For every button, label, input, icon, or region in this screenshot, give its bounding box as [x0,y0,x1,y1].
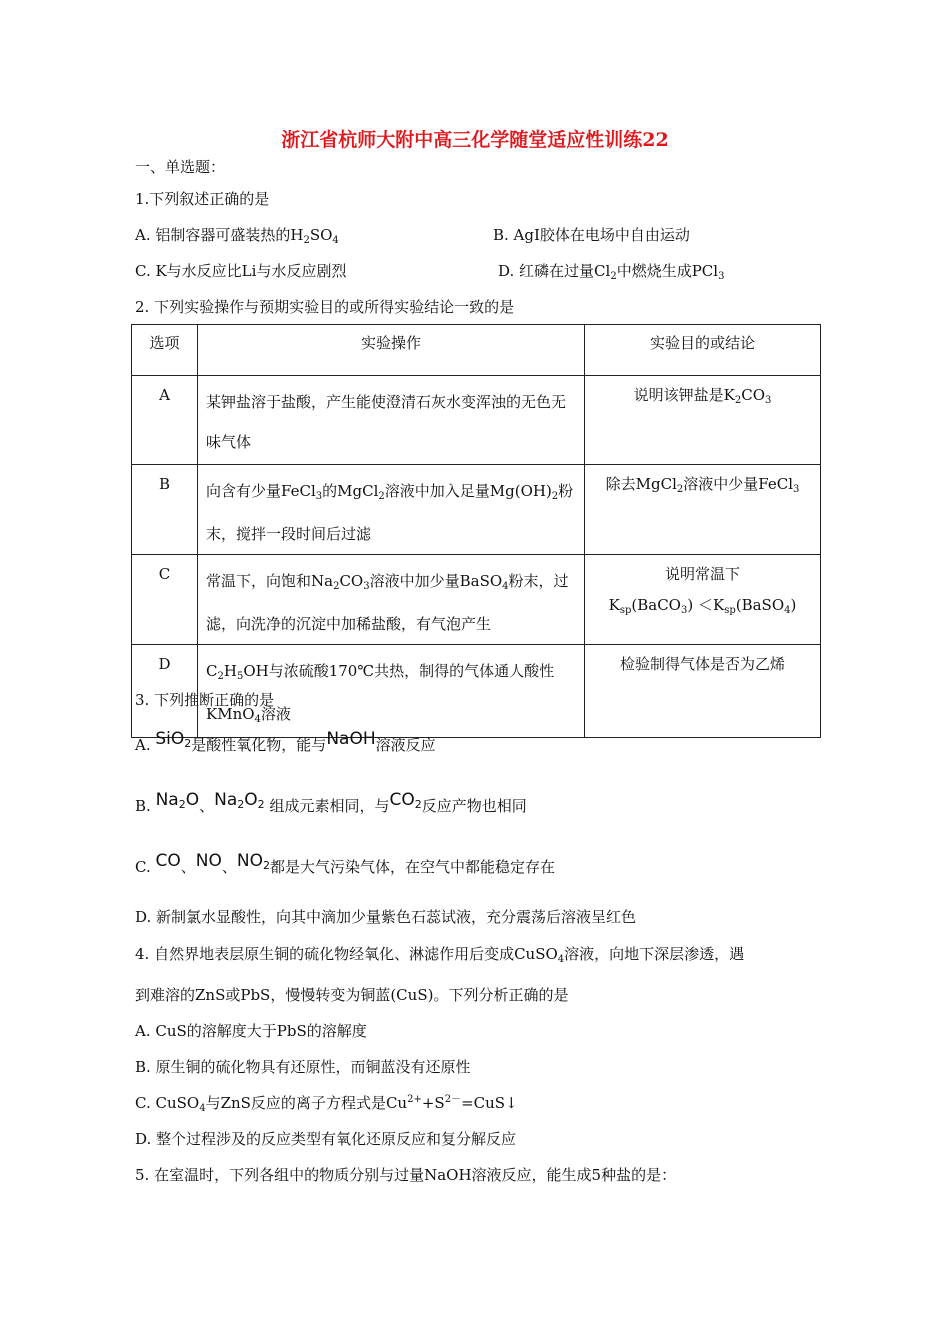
question-1-stem: 1.下列叙述正确的是 [135,190,270,208]
formula-co2: CO2 [389,790,422,811]
q4-option-d: D. 整个过程涉及的反应类型有氧化还原反应和复分解反应 [135,1130,517,1148]
formula-na2o2: Na2O2 [214,790,265,811]
table-row [132,465,821,555]
table-row [132,555,821,645]
question-4-stem-line1: 4. 自然界地表层原生铜的硫化物经氧化、淋滤作用后变成CuSO$_4$溶液，向地下深层渗透，遇 [135,945,745,965]
header-option: 选项 [132,325,198,376]
row-conclusion: 检验制得气体是否为乙烯 [585,645,821,738]
row-conclusion: 说明该钾盐是$K_2CO_3$ [585,376,821,465]
question-5-stem: 5. 在室温时，下列各组中的物质分别与过量NaOH溶液反应，能生成5种盐的是： [135,1166,677,1184]
section-heading: 一、单选题： [135,158,226,176]
row-operation: 某钾盐溶于盐酸，产生能使澄清石灰水变浑浊的无色无味气体 [198,376,585,465]
q1-option-d: D. 红磷在过量$Cl_2$中燃烧生成PCl$_3$ [498,262,725,282]
formula-no2: NO2 [236,851,271,872]
table-row [132,376,821,465]
formula-naoh: NaOH [326,729,376,749]
q3-option-b: B. Na2O、Na2O2 组成元素相同，与CO2反应产物也相同 [135,790,527,815]
row-conclusion: 说明常温下 $K_{sp}(BaCO_3)$ $<K_{sp}(BaSO_4)$ [585,555,821,645]
q1-option-a: A. 铝制容器可盛装热的$H_2SO_4$ [135,226,339,246]
row-operation: 向含有少量FeCl$_3$的MgCl$_2$溶液中加入足量$Mg(OH)_2$粉末，搅拌一段时间后过滤 [198,465,585,555]
table-header-row [132,325,821,376]
q1-option-b: B. AgI胶体在电场中自由运动 [493,226,690,244]
row-operation: $C_2H_5OH$与浓硫酸170℃共热，制得的气体通人酸性KMnO$_4$溶液 [198,645,585,738]
question-2-stem: 2. 下列实验操作与预期实验目的或所得实验结论一致的是 [135,298,515,316]
question-4-stem-line2: 到难溶的ZnS或PbS，慢慢转变为铜蓝(CuS)。下列分析正确的是 [135,986,569,1004]
row-option: B [132,465,198,555]
row-conclusion: 除去MgCl$_2$溶液中少量FeCl$_3$ [585,465,821,555]
row-option: C [132,555,198,645]
page-title: 浙江省杭师大附中高三化学随堂适应性训练22 [281,129,669,151]
row-option: D [132,645,198,738]
header-conclusion: 实验目的或结论 [585,325,821,376]
q1-option-c: C. K与水反应比Li与水反应剧烈 [135,262,347,280]
formula-na2o: Na2O [155,790,200,811]
question-3-stem: 3. 下列推断正确的是 [135,691,275,709]
q3-option-a: A. SiO2是酸性氧化物，能与NaOH溶液反应 [135,729,436,754]
q3-option-c: C. CO、NO、NO2都是大气污染气体，在空气中都能稳定存在 [135,851,556,876]
row-operation: 常温下，向饱和$Na_2CO_3$溶液中加少量BaSO$_4$粉末，过滤，向洗净的沉淀中加稀盐酸，有气泡产生 [198,555,585,645]
row-option: A [132,376,198,465]
q4-option-c: C. CuSO$_4$与ZnS反应的离子方程式是$Cu^{2+}+S^{2-}=CuS↓$ [135,1094,518,1114]
q3-option-d: D. 新制氯水显酸性，向其中滴加少量紫色石蕊试液，充分震荡后溶液呈红色 [135,908,637,926]
formula-no: NO [195,851,222,871]
formula-co: CO [155,851,181,871]
header-operation: 实验操作 [198,325,585,376]
formula-sio2: SiO2 [155,729,192,750]
q4-option-a: A. CuS的溶解度大于PbS的溶解度 [135,1022,367,1040]
experiment-table [131,324,821,738]
q4-option-b: B. 原生铜的硫化物具有还原性，而铜蓝没有还原性 [135,1058,471,1076]
